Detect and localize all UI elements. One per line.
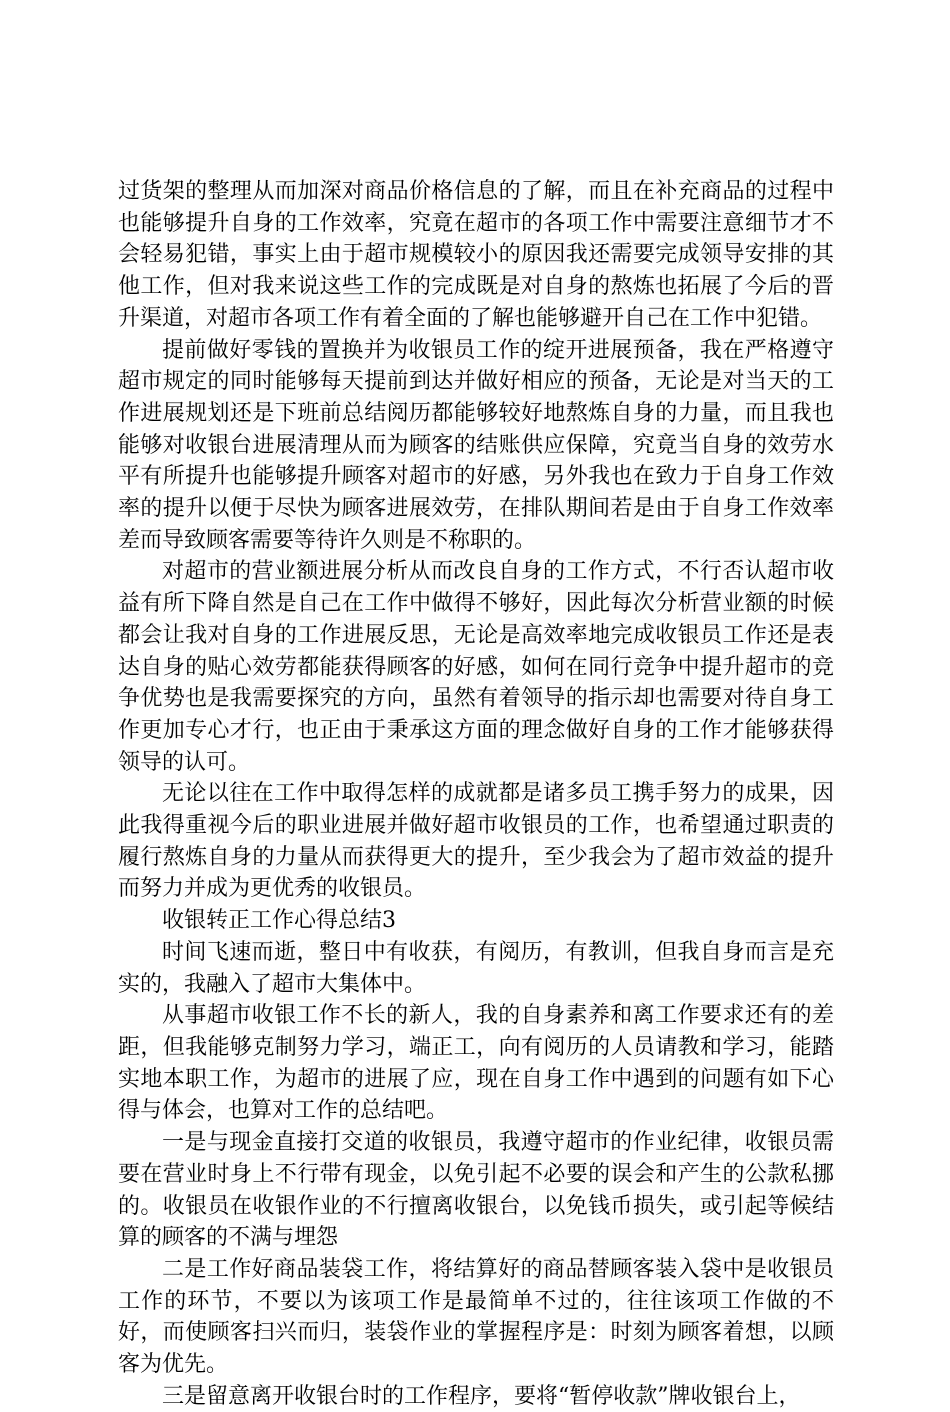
paragraph-4: 无论以往在工作中取得怎样的成就都是诸多员工携手努力的成果，因此我得重视今后的职业进展并做好超市收银员的工作，也希望通过职责的履行熬炼自身的力量从而获得更大的提升，至少我会为了超市效益的提升而努力并成为更优秀的收银员。	[118, 781, 834, 902]
paragraph-2: 提前做好零钱的置换并为收银员工作的绽开进展预备，我在严格遵守超市规定的同时能够每天提前到达并做好相应的预备，无论是对当天的工作进展规划还是下班前总结阅历都能够较好地熬炼自身的力量，而且我也能够对收银台进展清理从而为顾客的结账供应保障，究竟当自身的效劳水平有所提升也能够提升顾客对超市的好感，另外我也在致力于自身工作效率的提升以便于尽快为顾客进展效劳，在排队期间若是由于自身工作效率差而导致顾客需要等待许久则是不称职的。	[118, 337, 834, 553]
paragraph-6: 从事超市收银工作不长的新人，我的自身素养和离工作要求还有的差距，但我能够克制努力学习，端正工，向有阅历的人员请教和学习，能踏实地本职工作，为超市的进展了应，现在自身工作中遇到的问题有如下心得与体会，也算对工作的总结吧。	[118, 1003, 834, 1124]
document-body	[118, 176, 834, 1412]
paragraph-9: 三是留意离开收银台时的工作程序，要将“暂停收款”牌收银台上，	[162, 1383, 801, 1409]
paragraph-8: 二是工作好商品装袋工作，将结算好的商品替顾客装入袋中是收银员工作的环节，不要以为该项工作是最简单不过的，往往该项工作做的不好，而使顾客扫兴而归，装袋作业的掌握程序是：时刻为顾客着想，以顾客为优先。	[118, 1256, 834, 1378]
paragraph-3: 对超市的营业额进展分析从而改良自身的工作方式，不行否认超市收益有所下降自然是自己在工作中做得不够好，因此每次分析营业额的时候都会让我对自身的工作进展反思，无论是高效率地完成收银员工作还是表达自身的贴心效劳都能获得顾客的好感，如何在同行竞争中提升超市的竞争优势也是我需要探究的方向，虽然有着领导的指示却也需要对待自身工作更加专心才行，也正由于秉承这方面的理念做好自身的工作才能够获得领导的认可。	[118, 559, 834, 775]
section-heading: 收银转正工作心得总结3	[162, 908, 396, 934]
paragraph-5: 时间飞速而逝，整日中有收获，有阅历，有教训，但我自身而言是充实的，我融入了超市大集体中。	[118, 939, 834, 997]
paragraph-7: 一是与现金直接打交道的收银员，我遵守超市的作业纪律，收银员需要在营业时身上不行带有现金，以免引起不必要的误会和产生的公款私挪的。收银员在收银作业的不行擅离收银台，以免钱币损失，或引起等候结算的顾客的不满与埋怨	[118, 1130, 834, 1251]
paragraph-1: 过货架的整理从而加深对商品价格信息的了解，而且在补充商品的过程中也能够提升自身的工作效率，究竟在超市的各项工作中需要注意细节才不会轻易犯错，事实上由于超市规模较小的原因我还需要完成领导安排的其他工作，但对我来说这些工作的完成既是对自身的熬炼也拓展了今后的晋升渠道，对超市各项工作有着全面的了解也能够避开自己在工作中犯错。	[118, 179, 834, 331]
